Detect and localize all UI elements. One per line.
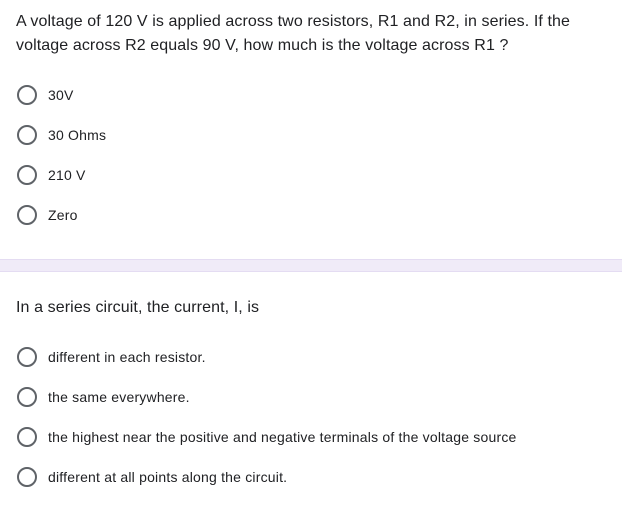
- option-same-everywhere[interactable]: [17, 386, 190, 408]
- option-different-all-points[interactable]: [17, 466, 287, 488]
- radio-button[interactable]: [17, 467, 37, 487]
- radio-button[interactable]: [17, 347, 37, 367]
- option-30v[interactable]: [17, 84, 74, 106]
- section-divider: [0, 259, 622, 272]
- option-highest-near-terminals[interactable]: [17, 426, 517, 448]
- option-zero[interactable]: [17, 204, 78, 226]
- question-card-2: [0, 272, 622, 517]
- option-label: 30 Ohms: [48, 127, 107, 143]
- option-label: Zero: [48, 207, 78, 223]
- question-title: A voltage of 120 V is applied across two resistors, R1 and R2, in series. If the voltage across R2 equals 90 V, how much is the voltage across R1 ?: [16, 13, 571, 54]
- radio-button[interactable]: [17, 387, 37, 407]
- question-title: In a series circuit, the current, I, is: [16, 299, 260, 316]
- radio-button[interactable]: [17, 427, 37, 447]
- option-label: different at all points along the circuit.: [48, 469, 288, 485]
- option-210v[interactable]: [17, 164, 86, 186]
- option-label: the highest near the positive and negative terminals of the voltage source: [48, 429, 517, 445]
- option-different-each-resistor[interactable]: [17, 346, 206, 368]
- option-30-ohms[interactable]: [17, 124, 106, 146]
- radio-button[interactable]: [17, 125, 37, 145]
- option-label: 30V: [48, 87, 74, 103]
- option-label: different in each resistor.: [48, 349, 206, 365]
- radio-button[interactable]: [17, 205, 37, 225]
- radio-button[interactable]: [17, 165, 37, 185]
- option-label: 210 V: [48, 167, 86, 183]
- option-label: the same everywhere.: [48, 389, 190, 405]
- radio-button[interactable]: [17, 85, 37, 105]
